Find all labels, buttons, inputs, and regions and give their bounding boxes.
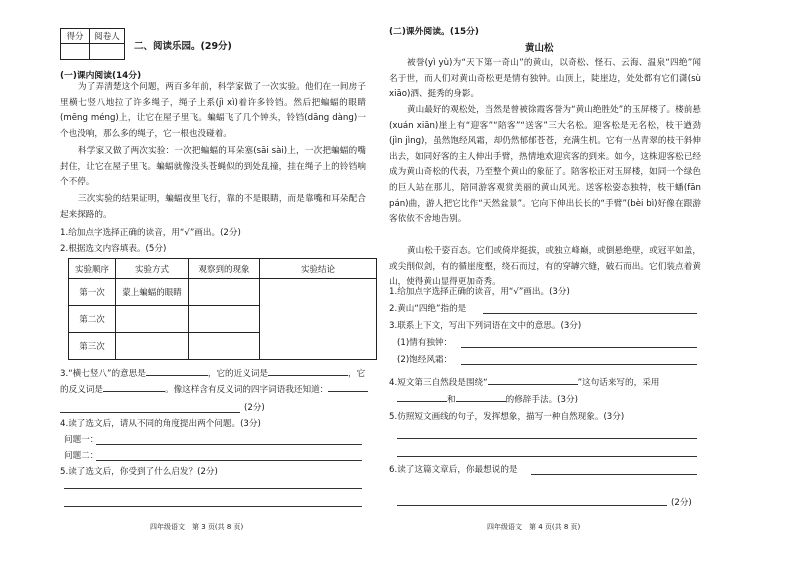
paragraph-1: 为了弄清楚这个问题，两百多年前，科学家做了一次实验。他们在一间房子里横七竖八地拉了许多绳子，绳子上系(jì xì)着许多铃铛。然后把蝙蝠的眼睛(mēng méng)上，让它在屋子里飞。蝙蝠飞了几个钟头，铃铛(dāng dàng)一个也没响，那么多的绳子，它一根也没碰着。 <box>60 82 366 139</box>
paragraph-2: 科学家又做了两次实验：一次把蝙蝠的耳朵塞(sāi sài)上，一次把蝙蝠的嘴封住，让它在屋子里飞。蝙蝠就像没头苍蝇似的到处乱撞，挂在绳子上的铃铛响个不停。 <box>60 146 366 188</box>
answer-line[interactable] <box>96 460 362 461</box>
score-cell[interactable] <box>61 44 90 60</box>
grader-cell[interactable] <box>90 44 125 60</box>
question-3 <box>60 367 365 379</box>
question-6: 6.读了这篇文章后，你最想说的是 <box>389 465 518 475</box>
table-header: 实验顺序 <box>69 259 116 279</box>
answer-line[interactable] <box>397 456 697 457</box>
q4-text: 的修辞手法。(3分) <box>505 395 578 405</box>
experiment-table <box>68 258 377 360</box>
question-3-cont <box>60 383 368 395</box>
q6-score: (2分) <box>671 498 692 508</box>
answer-blank[interactable] <box>397 401 447 402</box>
paragraph-1: 被誉(yì yù)为“天下第一奇山”的黄山，以奇松、怪石、云海、温泉“四绝”闻名于世，而人们对黄山奇松更是情有独钟。山顶上，陡崖边，处处都有它们潇(sù xiāo)洒、挺秀的身影。 <box>389 58 701 100</box>
passage-title: 黄山松 <box>525 43 554 54</box>
answer-line[interactable] <box>483 313 697 314</box>
method-cell[interactable] <box>116 306 189 333</box>
q4-text: ”这句话来写的，采用 <box>577 378 660 388</box>
table-row-order: 第二次 <box>69 306 116 333</box>
question-1: 1.给加点字选择正确的读音，用“√”画出。(2分) <box>60 228 241 238</box>
question-3: 3.联系上下文，写出下列词语在文中的意思。(3分) <box>389 321 582 331</box>
answer-blank[interactable] <box>488 384 578 385</box>
q3-text: 3.“横七竖八”的意思是 <box>60 369 146 379</box>
conclusion-cell[interactable] <box>260 279 377 360</box>
answer-blank[interactable] <box>146 375 208 376</box>
paragraph-2: 黄山最好的观松处，当然是曾被徐霞客誉为“黄山绝胜处”的玉屏楼了。楼前悬(xuán xiān)崖上有“迎客”“陪客”“送客”三大名松。迎客松是无名松，枝干遒劲(jìn jìng)，虽然饱经风霜，却仍然郁郁苍苍，充满生机。它有一丛青翠的枝干斜伸出去，如同好客的主人伸出手臂，热情地欢迎宾客的到来。如今，这株迎客松已经成为黄山奇松的代表，乃至整个黄山的象征了。陪客松正对玉屏楼，如同一个绿色的巨人站在那儿，陪同游客观赏美丽的黄山风光。送客松姿态独特，枝干蟠(fān pán)曲，游人把它比作“天然盆景”。它向下伸出长长的“手臂”(bèi bì)好像在跟游客依依不舍地告别。 <box>389 105 701 225</box>
section-title: 二、阅读乐园。(29分) <box>134 41 232 52</box>
question-4 <box>389 376 659 388</box>
question-2: 2.根据选文内容填表。(5分) <box>60 244 167 254</box>
page-footer: 四年级语文 第 4 页(共 8 页) <box>487 523 581 531</box>
table-header: 实验结论 <box>260 259 377 279</box>
table-header: 观察到的现象 <box>189 259 260 279</box>
paragraph-3: 三次实验的结果证明，蝙蝠夜里飞行，靠的不是眼睛，而是靠嘴和耳朵配合起来探路的。 <box>60 194 366 220</box>
answer-line[interactable] <box>461 364 697 365</box>
table-header: 实验方式 <box>116 259 189 279</box>
question-3a-label: (1)情有独钟： <box>397 338 453 348</box>
answer-blank[interactable] <box>268 375 348 376</box>
question-5: 5.仿照短文画线的句子，发挥想象，描写一种自然现象。(3分) <box>389 412 625 422</box>
answer-blank[interactable] <box>456 401 506 402</box>
answer-line[interactable] <box>64 488 362 489</box>
question-4-cont <box>397 393 578 405</box>
q4-text: 4.短文第三自然段是围绕“ <box>389 378 488 388</box>
question-4b-label: 问题二： <box>64 451 99 461</box>
answer-line[interactable] <box>96 444 362 445</box>
answer-line[interactable] <box>64 506 362 507</box>
table-row-method: 蒙上蝙蝠的眼睛 <box>116 279 189 306</box>
answer-blank[interactable] <box>103 391 165 392</box>
question-5: 5.读了选文后，你受到了什么启发？(2分) <box>60 467 218 477</box>
answer-line[interactable] <box>531 474 697 475</box>
observation-cell[interactable] <box>189 306 260 333</box>
page-footer: 四年级语文 第 3 页(共 8 页) <box>150 523 244 531</box>
question-4a-label: 问题一： <box>64 435 99 445</box>
question-1: 1.给加点字选择正确的读音，用“√”画出。(3分) <box>389 287 570 297</box>
sub-title: (一)课内阅读(14分) <box>60 71 142 81</box>
answer-line[interactable] <box>397 438 697 439</box>
question-4: 4.读了选文后，请从不同的角度提出两个问题。(3分) <box>60 419 261 429</box>
sub-title: (二)课外阅读。(15分) <box>389 27 479 37</box>
answer-blank[interactable] <box>328 391 368 392</box>
q4-text: 和 <box>447 395 456 405</box>
answer-line[interactable] <box>461 347 697 348</box>
grader-label: 阅卷人 <box>90 29 125 44</box>
score-label: 得分 <box>61 29 90 44</box>
q3-text: 的反义词是 <box>60 385 103 395</box>
answer-line[interactable] <box>397 505 667 506</box>
q3-text: ，它的近义词是 <box>207 369 269 379</box>
observation-cell[interactable] <box>189 279 260 306</box>
right-page <box>389 0 794 561</box>
question-3b-label: (2)饱经风霜： <box>397 355 453 365</box>
paragraph-3: 黄山松千姿百态。它们或倚岸挺拔，或独立峰巅，或倒悬绝壁，或冠平如盖，或尖削似剑，有的循崖度壑，绕石而过，有的穿罅穴缝，破石而出。它们装点着黄山，使得黄山显得更加奇秀。 <box>389 246 701 288</box>
method-cell[interactable] <box>116 333 189 360</box>
q3-text: ，它 <box>348 369 366 379</box>
answer-line[interactable] <box>60 412 240 413</box>
q3-score: (2分) <box>244 403 265 413</box>
observation-cell[interactable] <box>189 333 260 360</box>
table-row-order: 第三次 <box>69 333 116 360</box>
table-row-order: 第一次 <box>69 279 116 306</box>
question-2: 2.黄山“四绝”指的是 <box>389 304 467 314</box>
q3-text: 。像这样含有反义词的四字词语我还知道： <box>164 385 329 395</box>
score-box <box>60 28 125 60</box>
